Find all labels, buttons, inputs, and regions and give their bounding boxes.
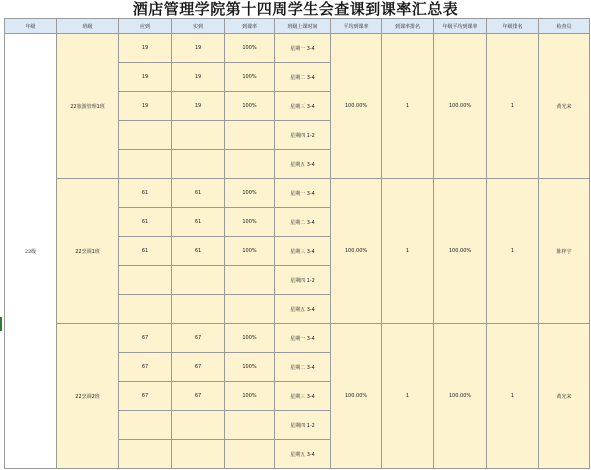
inspector-cell[interactable]: 黄光来 [539,324,590,469]
present-cell[interactable] [172,266,225,295]
rate-cell[interactable]: 100% [225,179,275,208]
rate-cell[interactable] [225,440,275,469]
class-time-cell[interactable]: 星期一 3-4 [275,179,331,208]
inspector-cell[interactable]: 黄光来 [539,34,590,179]
present-cell[interactable]: 61 [172,237,225,266]
table-row [5,179,590,208]
due-cell[interactable]: 61 [119,179,172,208]
grade-rank-cell[interactable]: 1 [487,34,539,179]
due-cell[interactable] [119,266,172,295]
grade-cell[interactable]: 22级 [5,34,57,469]
present-cell[interactable]: 67 [172,382,225,411]
present-cell[interactable]: 61 [172,208,225,237]
due-cell[interactable]: 19 [119,92,172,121]
present-cell[interactable] [172,121,225,150]
present-cell[interactable]: 61 [172,179,225,208]
class-name-cell[interactable]: 22旅游管理1班 [57,34,119,179]
rate-cell[interactable]: 100% [225,324,275,353]
due-cell[interactable]: 61 [119,237,172,266]
header-avg-rate[interactable]: 平均到课率 [331,19,382,34]
due-cell[interactable] [119,295,172,324]
rate-cell[interactable] [225,150,275,179]
present-cell[interactable]: 19 [172,34,225,63]
avg-rate-cell[interactable]: 100.00% [331,34,382,179]
class-time-cell[interactable]: 星期二 3-4 [275,208,331,237]
rate-cell[interactable] [225,121,275,150]
class-time-cell[interactable]: 星期五 3-4 [275,150,331,179]
table-row [5,34,590,63]
header-grade-avg[interactable]: 年级平均到课率 [434,19,487,34]
due-cell[interactable]: 61 [119,208,172,237]
attendance-table [4,18,590,469]
header-class[interactable]: 班级 [57,19,119,34]
due-cell[interactable]: 67 [119,353,172,382]
class-time-cell[interactable]: 星期一 3-4 [275,324,331,353]
class-time-cell[interactable]: 星期四 1-2 [275,411,331,440]
inspector-cell[interactable]: 陈梓宇 [539,179,590,324]
row-selection-marker [0,317,2,331]
rate-cell[interactable] [225,411,275,440]
grade-rank-cell[interactable]: 1 [487,324,539,469]
present-cell[interactable]: 67 [172,353,225,382]
class-name-cell[interactable]: 22烹调1班 [57,179,119,324]
class-name-cell[interactable]: 22烹调2班 [57,324,119,469]
due-cell[interactable] [119,440,172,469]
avg-rate-cell[interactable]: 100.00% [331,324,382,469]
sheet-title: 酒店管理学院第十四周学生会查课到课率汇总表 [132,0,459,18]
class-time-cell[interactable]: 星期五 3-4 [275,295,331,324]
header-inspector[interactable]: 检查员 [539,19,590,34]
class-time-cell[interactable]: 星期三 3-4 [275,92,331,121]
class-time-cell[interactable]: 星期四 1-2 [275,121,331,150]
rate-rank-cell[interactable]: 1 [382,34,434,179]
rate-cell[interactable]: 100% [225,63,275,92]
due-cell[interactable] [119,150,172,179]
rate-rank-cell[interactable]: 1 [382,324,434,469]
grade-rank-cell[interactable]: 1 [487,179,539,324]
header-grade[interactable]: 年级 [5,19,57,34]
rate-cell[interactable]: 100% [225,34,275,63]
due-cell[interactable] [119,121,172,150]
rate-cell[interactable]: 100% [225,382,275,411]
class-time-cell[interactable]: 星期三 3-4 [275,237,331,266]
class-time-cell[interactable]: 星期二 3-4 [275,63,331,92]
present-cell[interactable]: 19 [172,63,225,92]
present-cell[interactable] [172,411,225,440]
class-time-cell[interactable]: 星期二 3-4 [275,353,331,382]
due-cell[interactable] [119,411,172,440]
due-cell[interactable]: 67 [119,382,172,411]
rate-cell[interactable] [225,266,275,295]
header-row [5,19,590,34]
rate-cell[interactable]: 100% [225,237,275,266]
grade-avg-cell[interactable]: 100.00% [434,34,487,179]
present-cell[interactable] [172,295,225,324]
header-rate-rank[interactable]: 到课率排名 [382,19,434,34]
class-time-cell[interactable]: 星期五 3-4 [275,440,331,469]
header-grade-rank[interactable]: 年级排名 [487,19,539,34]
header-present[interactable]: 实到 [172,19,225,34]
header-due[interactable]: 应到 [119,19,172,34]
rate-cell[interactable]: 100% [225,208,275,237]
header-rate[interactable]: 到课率 [225,19,275,34]
avg-rate-cell[interactable]: 100.00% [331,179,382,324]
present-cell[interactable] [172,440,225,469]
present-cell[interactable] [172,150,225,179]
header-class-time[interactable]: 班级上课时间 [275,19,331,34]
due-cell[interactable]: 67 [119,324,172,353]
class-time-cell[interactable]: 星期一 3-4 [275,34,331,63]
table-row [5,324,590,353]
rate-cell[interactable]: 100% [225,353,275,382]
rate-cell[interactable] [225,295,275,324]
grade-avg-cell[interactable]: 100.00% [434,324,487,469]
due-cell[interactable]: 19 [119,34,172,63]
present-cell[interactable]: 19 [172,92,225,121]
class-time-cell[interactable]: 星期四 1-2 [275,266,331,295]
class-time-cell[interactable]: 星期三 3-4 [275,382,331,411]
rate-rank-cell[interactable]: 1 [382,179,434,324]
rate-cell[interactable]: 100% [225,92,275,121]
present-cell[interactable]: 67 [172,324,225,353]
grade-avg-cell[interactable]: 100.00% [434,179,487,324]
due-cell[interactable]: 19 [119,63,172,92]
